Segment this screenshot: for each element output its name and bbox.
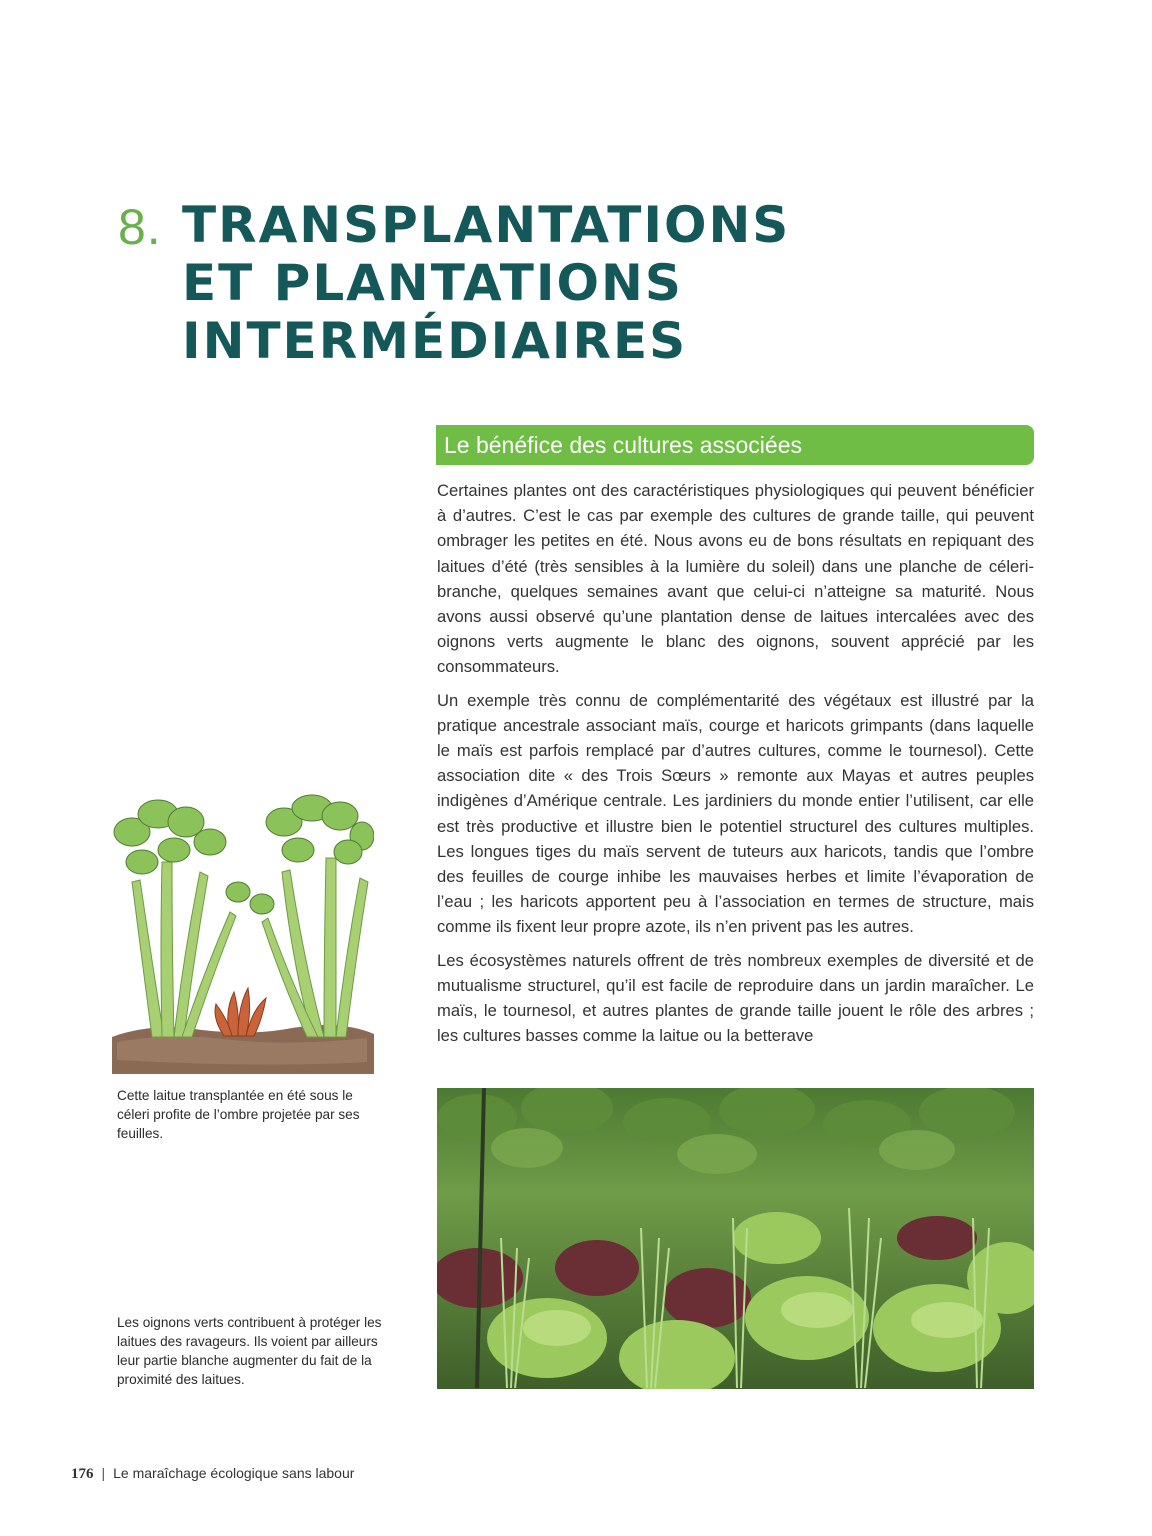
illustration-caption: Cette laitue transplantée en été sous le céleri profite de l’ombre projetée par ses feuilles.: [117, 1088, 360, 1141]
book-title: Le maraîchage écologique sans labour: [113, 1465, 355, 1481]
chapter-number: 8.: [118, 199, 162, 255]
paragraph: Un exemple très connu de complémentarité des végétaux est illustré par la pratique ancestrale associant maïs, courge et haricots grimpants (dans laquelle le maïs est parfois remplacé par d’autres cultures, comme le tournesol). Cette association dite « des Trois Sœurs » remonte aux Mayas et autres peuples indigènes d’Amérique centrale. Les jardiniers du monde entier l’utilisent, car elle est très productive et illustre bien le potentiel structurel des cultures multiples. Les longues tiges du maïs servent de tuteurs aux haricots, tandis que l’ombre des feuilles de courge inhibe les mauvaises herbes et limite l’évaporation de l’eau ; les haricots apportent peu à l’association en termes de structure, mais comme ils fixent leur propre azote, ils n’en privent pas les autres.: [437, 690, 1034, 937]
lettuce-onion-photo: [437, 1088, 1034, 1389]
paragraph: Certaines plantes ont des caractéristiques physiologiques qui peuvent bénéficier à d’autres. C’est le cas par exemple des cultures de grande taille, qui peuvent ombrager les petites en été. Nous avons eu de bons résultats en repiquant des laitues d’été (très sensibles à la lumière du soleil) dans une planche de céleri-branche, quelques semaines avant que celui-ci n’atteigne sa maturité. Nous avons aussi observé qu’une plantation dense de laitues intercalées avec des oignons verts augmente le blanc des oignons, souvent apprécié par les consommateurs.: [437, 481, 1034, 677]
body-text: [437, 478, 1034, 1056]
chapter-title-line: ET PLANTATIONS: [182, 254, 683, 312]
photo-caption: Les oignons verts contribuent à protéger les laitues des ravageurs. Ils voient par ailleurs leur partie blanche augmenter du fait de la proximité des laitues.: [117, 1315, 382, 1387]
section-heading-bar: [436, 425, 1034, 465]
chapter-title-line: INTERMÉDIAIRES: [182, 312, 688, 370]
section-heading: Le bénéfice des cultures associées: [444, 432, 802, 458]
footer-separator: |: [101, 1465, 106, 1481]
paragraph: Les écosystèmes naturels offrent de très nombreux exemples de diversité et de mutualisme structurel, qu’il est facile de reproduire dans un jardin maraîcher. Le maïs, le tournesol, et autres plantes de grande taille jouent le rôle des arbres ; les cultures basses comme la laitue ou la betterave: [437, 950, 1034, 1046]
page-footer: [71, 1465, 354, 1483]
celery-lettuce-illustration: [112, 792, 374, 1074]
chapter-title: [182, 196, 790, 370]
chapter-title-line: TRANSPLANTATIONS: [182, 196, 791, 254]
page-number: 176: [71, 1466, 94, 1482]
